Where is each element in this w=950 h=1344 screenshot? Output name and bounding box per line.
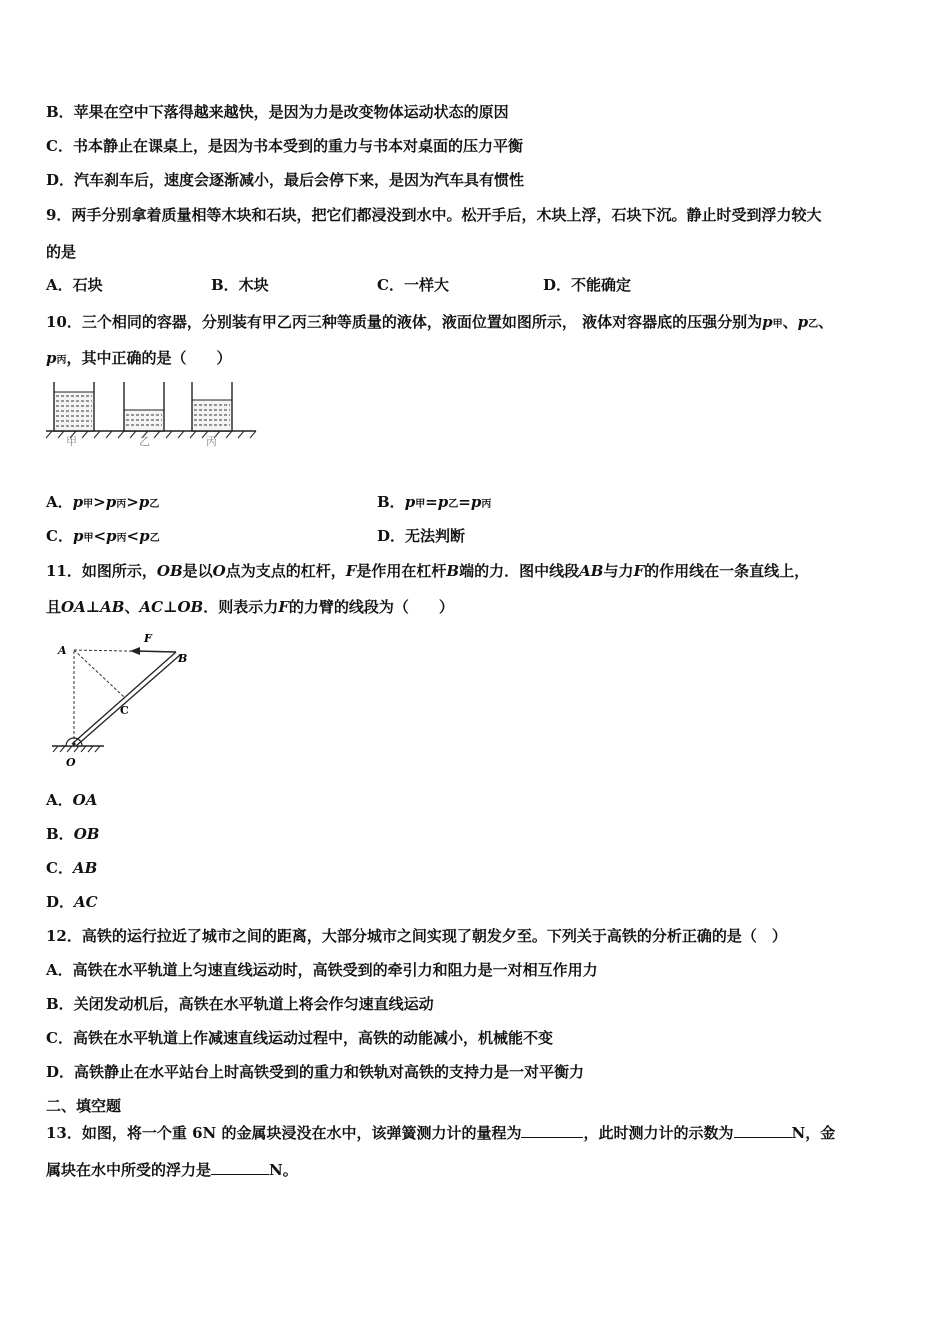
q8-option-c: C．书本静止在课桌上，是因为书本受到的重力与书本对桌面的压力平衡: [46, 137, 523, 155]
q11-option-b: B．OB: [46, 825, 100, 843]
q11-stem-line2: 且OA⊥AB、AC⊥OB．则表示力F的力臂的线段为（ ）: [46, 598, 454, 616]
q12-option-a: A．高铁在水平轨道上匀速直线运动时，高铁受到的牵引力和阻力是一对相互作用力: [46, 961, 598, 979]
q11-option-c: C．AB: [46, 859, 98, 877]
q11-stem-line1: 11．如图所示，OB是以O点为支点的杠杆，F是作用在杠杆B端的力．图中线段AB与力F的作用线在一条直线上，: [46, 562, 810, 580]
q11-option-a: A．OA: [46, 791, 98, 809]
q12-option-d: D．高铁静止在水平站台上时高铁受到的重力和铁轨对高铁的支持力是一对平衡力: [46, 1063, 585, 1081]
q10-stem-line1: 10．三个相同的容器，分别装有甲乙丙三种等质量的液体，液面位置如图所示， 液体对容器底的压强分别为p甲、p乙、: [46, 313, 834, 331]
section-heading: 二、填空题: [46, 1097, 122, 1115]
container-yi: [124, 382, 164, 431]
q10-option-c: C．p甲<p丙<p乙: [46, 527, 160, 545]
q10-option-d: D．无法判断: [377, 527, 466, 545]
q12-option-b: B．关闭发动机后，高铁在水平轨道上将会作匀速直线运动: [46, 995, 434, 1013]
label-bing: 丙: [206, 435, 217, 448]
point-c-label: C: [120, 704, 129, 717]
point-a-label: A: [58, 644, 67, 657]
q13-blank-buoyancy[interactable]: [211, 1159, 269, 1175]
q8-option-b: B．苹果在空中下落得越来越快，是因为力是改变物体运动状态的原因: [46, 103, 509, 121]
container-bing: [192, 382, 232, 431]
q13-blank-reading[interactable]: [734, 1122, 792, 1138]
containers-figure: [44, 376, 260, 448]
q9-option-d: D．不能确定: [543, 276, 632, 294]
q9-stem-line1: 9．两手分别拿着质量相等木块和石块，把它们都浸没到水中。松开手后，木块上浮，石块下沉。静止时受到浮力较大: [46, 206, 822, 224]
q8-option-d: D．汽车刹车后，速度会逐渐减小，最后会停下来，是因为汽车具有惯性: [46, 171, 525, 189]
q9-stem-line2: 的是: [46, 243, 77, 261]
q10-stem-line2: p丙，其中正确的是（ ）: [46, 349, 232, 367]
lever-figure: [48, 628, 200, 772]
label-yi: 乙: [139, 435, 150, 448]
point-b-label: B: [178, 652, 188, 665]
q10-option-b: B．p甲=p乙=p丙: [377, 493, 492, 511]
q9-option-a: A．石块: [46, 276, 103, 294]
q12-stem: 12．高铁的运行拉近了城市之间的距离，大部分城市之间实现了朝发夕至。下列关于高铁的分析正确的是（ ）: [46, 927, 787, 945]
container-jia: [54, 382, 94, 431]
q10-option-a: A．p甲>p丙>p乙: [46, 493, 160, 511]
q13-blank-range[interactable]: [521, 1122, 583, 1138]
q11-option-d: D．AC: [46, 893, 98, 911]
q9-option-c: C．一样大: [377, 276, 449, 294]
point-o-label: O: [66, 756, 76, 769]
label-jia: 甲: [66, 435, 77, 448]
q13-line1: 13．如图，将一个重 6N 的金属块浸没在水中，该弹簧测力计的量程为 ，此时测力计的示数为 N，金: [46, 1124, 836, 1142]
q9-option-b: B．木块: [211, 276, 269, 294]
q13-line2: 属块在水中所受的浮力是 N。: [46, 1161, 298, 1179]
q12-option-c: C．高铁在水平轨道上作减速直线运动过程中，高铁的动能减小，机械能不变: [46, 1029, 553, 1047]
force-f-label: F: [144, 632, 152, 645]
